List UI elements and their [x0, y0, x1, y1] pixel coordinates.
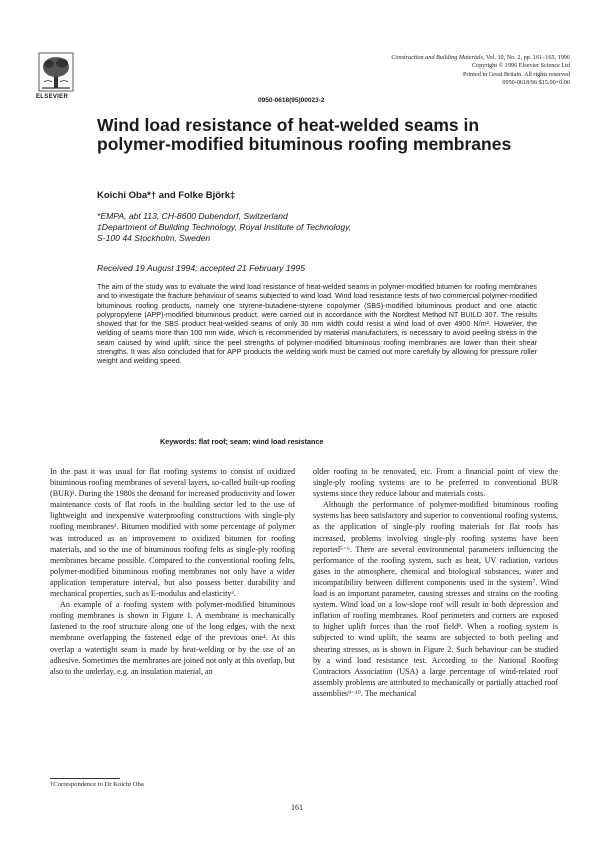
body-column-right [313, 466, 558, 699]
journal-name: Construction and Building Materials [391, 54, 483, 61]
body-paragraph: older roofing to be renovated, etc. From a financial point of view the single-ply roofing systems are to be preferred to conventional BUR systems since they reduce labour and materials costs. [313, 467, 558, 499]
author-affiliations [97, 211, 427, 244]
received-dates: Received 19 August 1994; accepted 21 February 1995 [97, 263, 305, 273]
paper-title: Wind load resistance of heat-welded seams in polymer-modified bituminous roofing membranes [97, 115, 512, 154]
abstract: The aim of the study was to evaluate the wind load resistance of heat-welded seams in polymer-modified bitumen for roofing membranes and to investigate the fracture behaviour of seams subjected to wind load. Wind load resistance tests of two commercial polymer-modified bituminous roofing products, namely one styrene-butadiene-styrene copolymer (SBS)-modified bituminous product and one atactic polypropylene (APP)-modified bituminous product, were carried out in accordance with the Nordtest Method NT BUILD 307. The results showed that for the SBS product heat-welded seams of only 30 mm width could resist a wind load of over 4900 N/m². However, the welding of seams more than 100 mm wide, which is recommended by material manufacturers, is necessary to avoid peeling stress in the seam caused by wind uplift, since the peel strengths of polymer-modified bituminous roofing membranes are lower than their shear strengths. It was also concluded that for APP products the welding work must be carried out more carefully by allowing for pressure roller weight and welding speed. [97, 282, 537, 366]
journal-volume: , Vol. 10, No. 2, pp. 161–165, 1996 [482, 54, 570, 61]
affiliation-2: ‡Department of Building Technology, Royal Institute of Technology, [97, 222, 352, 232]
footnote-divider [50, 778, 120, 779]
elsevier-tree-logo-icon [38, 52, 74, 92]
page-number: 161 [291, 803, 303, 812]
journal-issn: 0950-0618/96 $15.00+0.00 [502, 79, 570, 87]
publisher-logo-label: ELSEVIER [36, 94, 69, 100]
journal-printed: Printed in Great Britain. All rights reserved [462, 70, 570, 78]
body-paragraph: In the past it was usual for flat roofing systems to consist of oxidized bituminous roofing membranes of several layers, so-called built-up roofing (BUR)¹. During the 1980s the demand for increased productivity and lower maintenance costs of flat roofs in the building sector led to the use of lightweight and inexpensive waterproofing constructions with single-ply roofing membranes². Bitumen modified with some percentage of polymer was introduced as an improvement to oxidized bitumen for roofing materials, and so the use of bituminous roofing felts as single-ply roofing membranes became possible. Compared to the conventional roofing felts, polymer-modified bituminous roofing membranes not only have a wider application temperature interval, but also possess better durability and mechanical properties, such as E-modulus and elasticity³. [50, 467, 295, 599]
body-paragraph: An example of a roofing system with polymer-modified bituminous roofing membranes is shown in Figure 1. A membrane is mechanically fastened to the roof structure along one of the long edges, with the next membrane overlapping the fastened edge of the previous one⁴. At this overlap a watertight seam is made by heat-welding or by the use of an adhesive. Sometimes the membranes are joined not only at this overlap, but also to the underlay, e.g. an insulation material, an [50, 600, 295, 676]
affiliation-3: S-100 44 Stockholm, Sweden [97, 233, 211, 243]
paper-authors: Koichi Oba*† and Folke Björk‡ [97, 190, 236, 201]
affiliation-1: *EMPA, abt 113, CH-8600 Dubendorf, Switzerland [97, 211, 288, 221]
article-pii: 0950-0618(95)00023-2 [258, 97, 325, 104]
body-paragraph: Although the performance of polymer-modified bituminous roofing systems has been satisfactory and superior to conventional roofing systems, as the application of single-ply roofing materials for flat roofs has increased, problems involving single-ply roofing systems have been reported⁵⁻⁶. There are several environmental parameters influencing the performance of the roofing system, such as heat, UV radiation, various gases in the atmosphere, chemical and biological substances, water and incompatibility between different components used in the system⁷. Wind load is an important parameter, causing stresses and strains on the roofing system. Wind load on a low-slope roof will result in both depression and inflation of roofing membranes. Roof perimeters and corners are exposed to higher uplift forces than the roof field⁸. When a roofing system is subjected to wind uplift, the seams are subjected to both peeling and shearing stresses, as is shown in Figure 2. Such behaviour can be studied by a wind load resistance test. According to the National Roofing Contractors Association (USA) a large percentage of wind-related roof assembly problems are attributed to mechanically or partially attached roof assemblies⁹⁻¹⁰. The mechanical [313, 500, 559, 698]
body-column-left [50, 466, 295, 677]
journal-copyright: Copyright © 1996 Elsevier Science Ltd [471, 62, 570, 70]
journal-citation [270, 54, 570, 62]
footnote: †Correspondence to Dr Koichi Oba [50, 781, 144, 788]
keywords: Keywords: flat roof; seam; wind load resistance [160, 437, 324, 446]
journal-info [270, 54, 570, 88]
